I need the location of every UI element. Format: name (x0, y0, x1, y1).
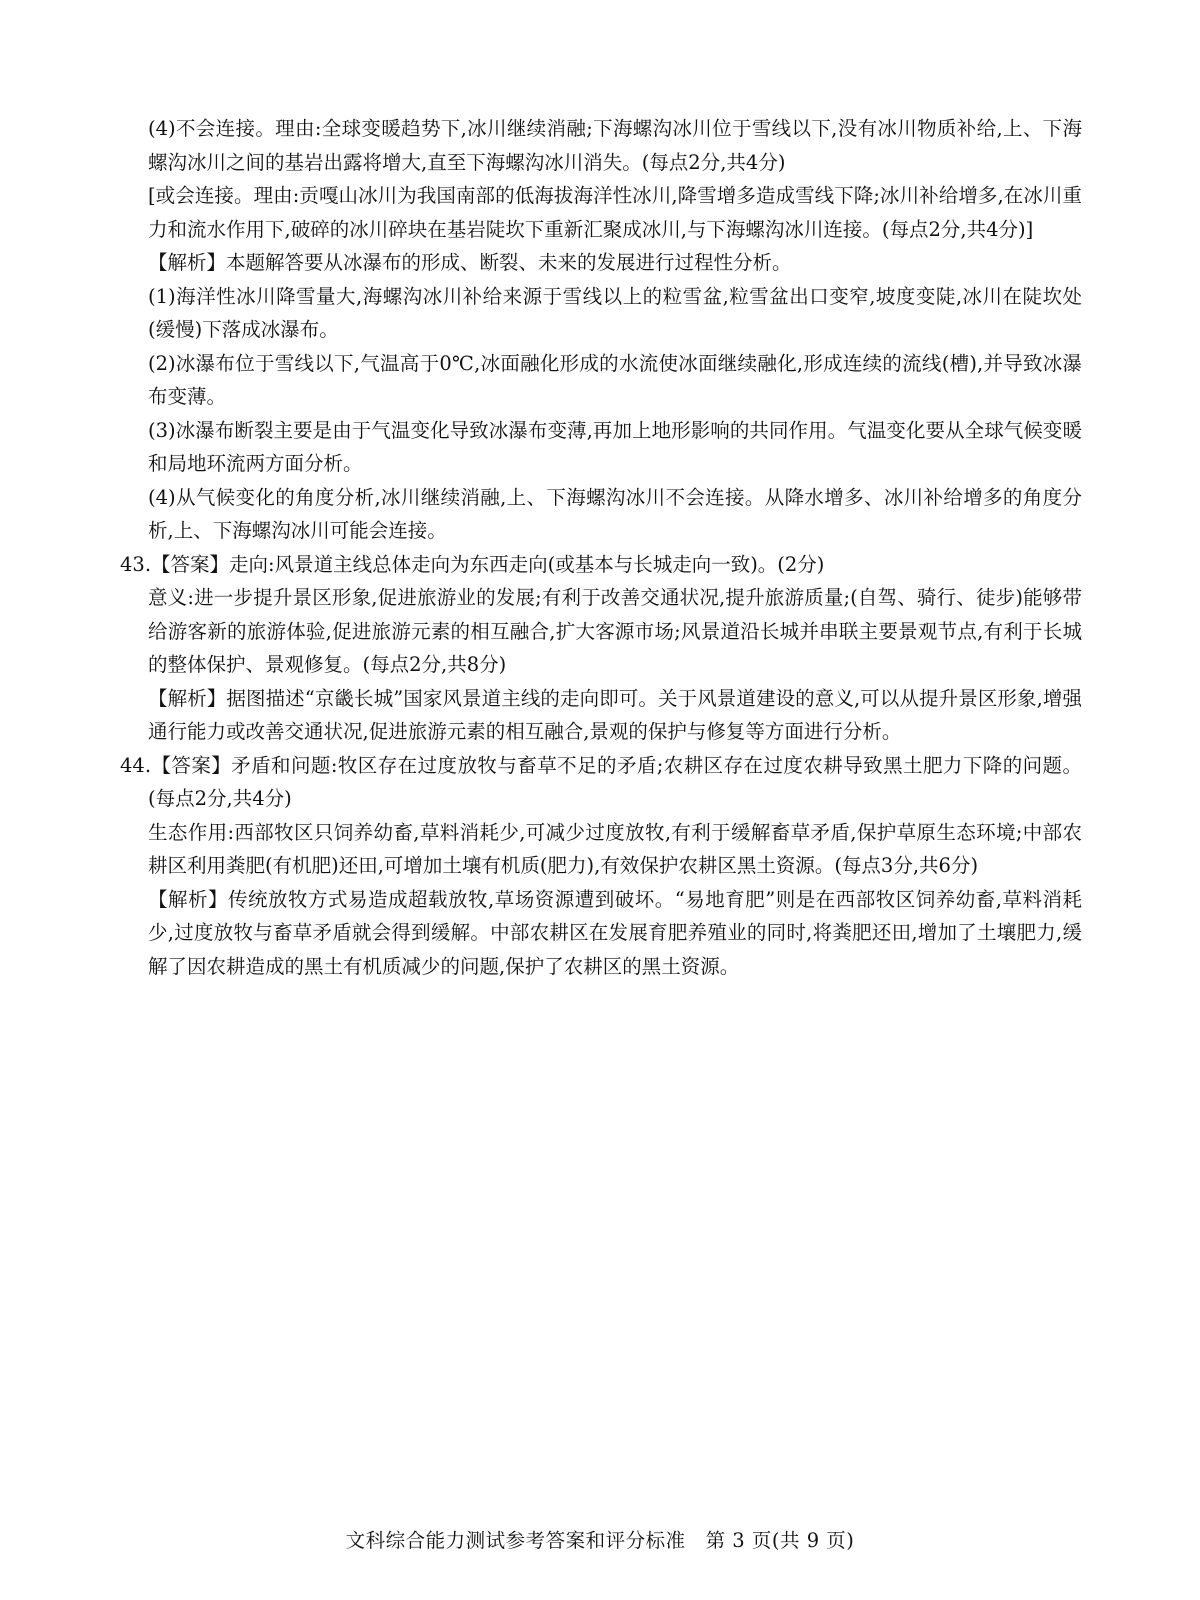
q42-analysis: 【解析】本题解答要从冰瀑布的形成、断裂、未来的发展进行过程性分析。 (148, 251, 792, 274)
q43-answer-significance: 意义:进一步提升景区形象,促进旅游业的发展;有利于改善交通状况,提升旅游质量;(自驾、骑行、徒步)能够带给游客新的旅游体验,促进旅游元素的相互融合,扩大客源市场;风景道沿长城并串联主要景观节点,有利于长城的整体保护、景观修复。(每点2分,共8分) (148, 586, 1082, 676)
answer-content (120, 112, 1082, 983)
q42-analysis-part4: (4)从气候变化的角度分析,冰川继续消融,上、下海螺沟冰川不会连接。从降水增多、冰川补给增多的角度分析,上、下海螺沟冰川可能会连接。 (148, 485, 1082, 542)
q44-answer-ecology: 生态作用:西部牧区只饲养幼畜,草料消耗少,可减少过度放牧,有利于缓解畜草矛盾,保护草原生态环境;中部农耕区利用粪肥(有机肥)还田,可增加土壤有机质(肥力),有效保护农耕区黑土资源。(每点3分,共6分) (148, 820, 1082, 877)
q44-answer-problems: 44.【答案】矛盾和问题:牧区存在过度放牧与畜草不足的矛盾;农耕区存在过度农耕导致黑土肥力下降的问题。(每点2分,共4分) (120, 753, 1082, 810)
page-footer: 文科综合能力测试参考答案和评分标准 第 3 页(共 9 页) (345, 1529, 855, 1552)
q43-analysis: 【解析】据图描述“京畿长城”国家风景道主线的走向即可。关于风景道建设的意义,可以从提升景区形象,增强通行能力或改善交通状况,促进旅游元素的相互融合,景观的保护与修复等方面进行分析。 (148, 686, 1082, 743)
q42-analysis-part2: (2)冰瀑布位于雪线以下,气温高于0℃,冰面融化形成的水流使冰面继续融化,形成连续的流线(槽),并导致冰瀑布变薄。 (148, 351, 1082, 408)
q42-analysis-part3: (3)冰瀑布断裂主要是由于气温变化导致冰瀑布变薄,再加上地形影响的共同作用。气温变化要从全球气候变暖和局地环流两方面分析。 (148, 418, 1082, 475)
q42-part4-alt-answer: [或会连接。理由:贡嘎山冰川为我国南部的低海拔海洋性冰川,降雪增多造成雪线下降;冰川补给增多,在冰川重力和流水作用下,破碎的冰川碎块在基岩陡坎下重新汇聚成冰川,与下海螺沟冰川连接。(每点2分,共4分)] (148, 184, 1082, 241)
q43-answer-direction: 43.【答案】走向:风景道主线总体走向为东西走向(或基本与长城走向一致)。(2分) (120, 552, 825, 576)
q42-part4-answer: (4)不会连接。理由:全球变暖趋势下,冰川继续消融;下海螺沟冰川位于雪线以下,没有冰川物质补给,上、下海螺沟冰川之间的基岩出露将增大,直至下海螺沟冰川消失。(每点2分,共4分) (148, 117, 1082, 174)
q44-analysis: 【解析】传统放牧方式易造成超载放牧,草场资源遭到破坏。“易地育肥”则是在西部牧区饲养幼畜,草料消耗少,过度放牧与畜草矛盾就会得到缓解。中部农耕区在发展育肥养殖业的同时,将粪肥还田,增加了土壤肥力,缓解了因农耕造成的黑土有机质减少的问题,保护了农耕区的黑土资源。 (148, 887, 1082, 978)
q42-analysis-part1: (1)海洋性冰川降雪量大,海螺沟冰川补给来源于雪线以上的粒雪盆,粒雪盆出口变窄,坡度变陡,冰川在陡坎处(缓慢)下落成冰瀑布。 (148, 284, 1082, 341)
